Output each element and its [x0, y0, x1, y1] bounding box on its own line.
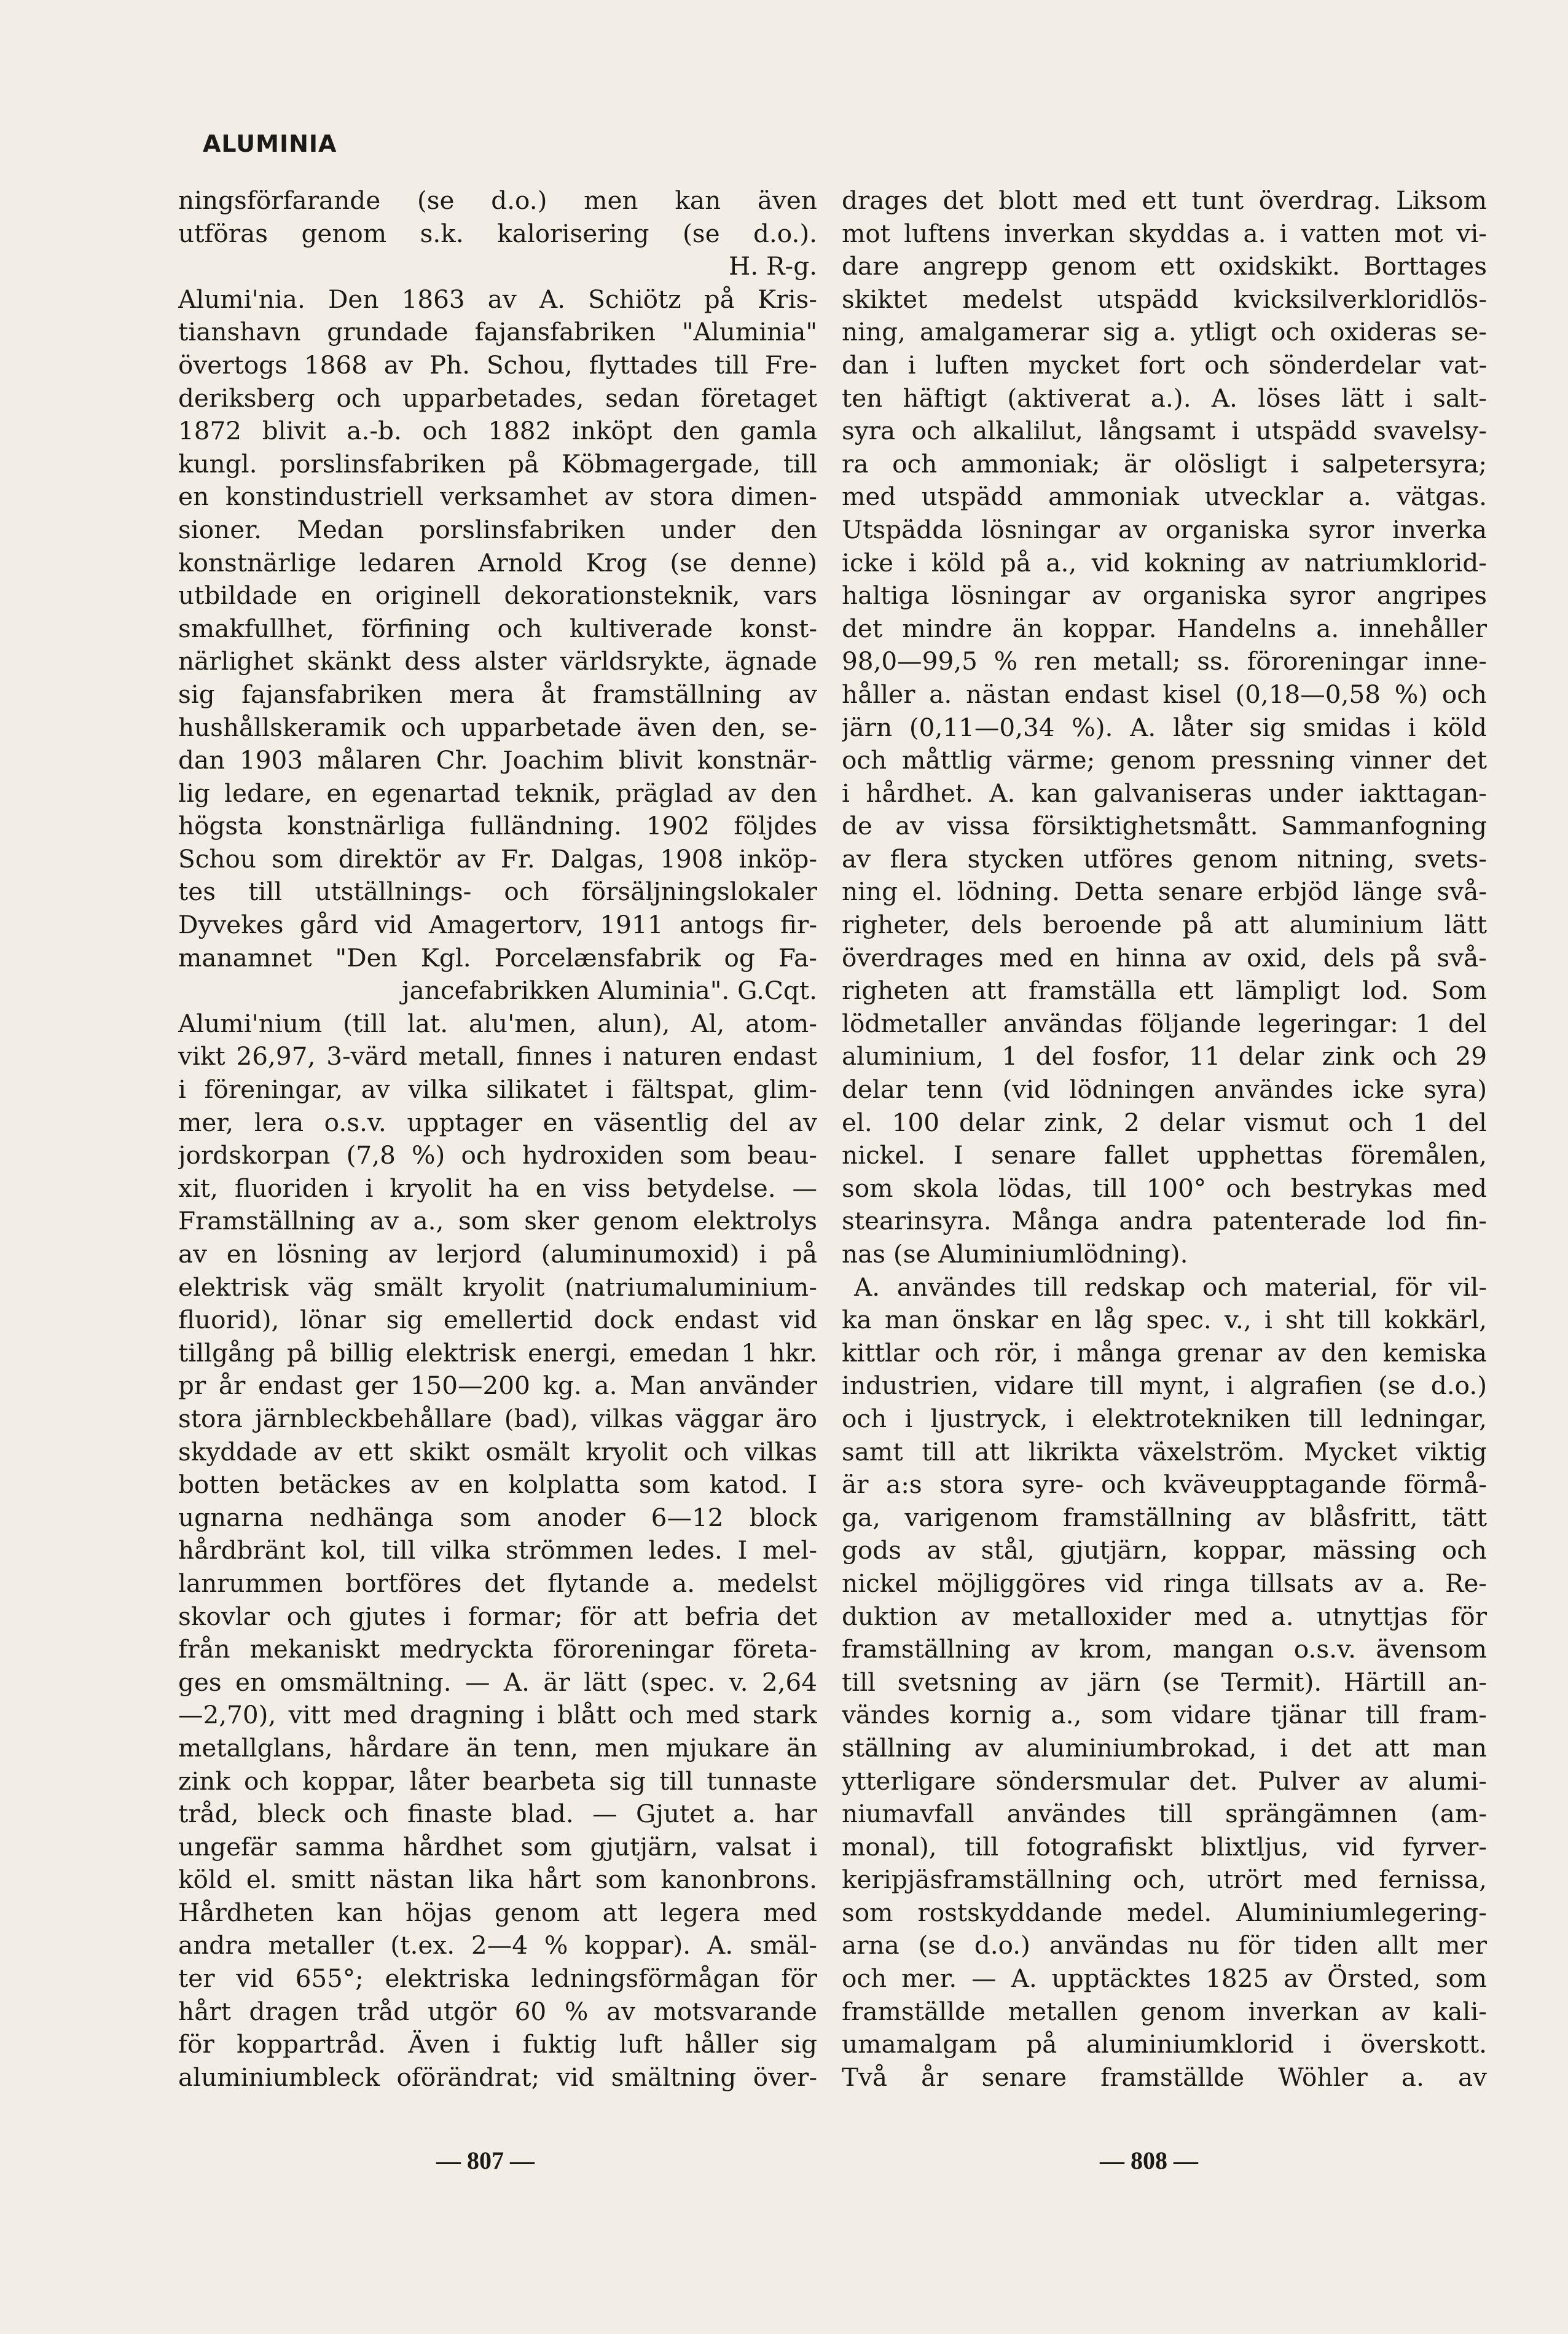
right-column-line: ställning av aluminiumbrokad, i det att man: [842, 1733, 1487, 1763]
right-column-line: icke i köld på a., vid kokning av natriumklorid-: [842, 547, 1487, 578]
right-column-line: Utspädda lösningar av organiska syror inverka: [842, 514, 1487, 544]
page-number-left: — 807 —: [436, 2147, 535, 2174]
left-column-line: vikt 26,97, 3-värd metall, finnes i naturen endast: [178, 1041, 817, 1071]
left-column-line: manamnet "Den Kgl. Porcelænsfabrik og Fa-: [178, 942, 817, 973]
left-column-line: smakfullhet, förfining och kultiverade konst-: [178, 613, 817, 643]
left-column-line: köld el. smitt nästan lika hårt som kanonbrons.: [178, 1865, 817, 1895]
left-column-line: ningsförfarande (se d.o.) men kan även: [178, 186, 817, 215]
left-column-line: ugnarna nedhänga som anoder 6—12 block: [178, 1502, 817, 1532]
left-column-line: zink och koppar, låter bearbeta sig till tunnaste: [178, 1766, 817, 1796]
right-column-line: och i ljustryck, i elektrotekniken till ledningar,: [842, 1403, 1487, 1433]
left-column-line: ungefär samma hårdhet som gjutjärn, valsat i: [178, 1831, 817, 1862]
left-column-line: tråd, bleck och finaste blad. — Gjutet a. har: [178, 1799, 817, 1829]
left-column-line: skyddade av ett skikt osmält kryolit och vilkas: [178, 1436, 817, 1467]
left-column-line: Dyvekes gård vid Amagertorv, 1911 antogs fir-: [178, 910, 817, 940]
left-column-line: för koppartråd. Även i fuktig luft håller sig: [178, 2029, 817, 2059]
left-column-line: metallglans, hårdare än tenn, men mjukare än: [178, 1733, 817, 1763]
left-column-line: hushållskeramik och upparbetade även den, se-: [178, 712, 817, 742]
right-column-line: det mindre än koppar. Handelns a. innehåller: [842, 613, 1487, 643]
right-column-line: stearinsyra. Många andra patenterade lod fin-: [842, 1206, 1487, 1236]
right-column-line: och mer. — A. upptäcktes 1825 av Örsted, som: [842, 1964, 1487, 1994]
right-column-line: samt till att likrikta växelström. Mycket viktig: [842, 1436, 1487, 1467]
right-column-line: vändes kornig a., som vidare tjänar till fram-: [842, 1700, 1487, 1730]
left-column-line: tianshavn grundade fajansfabriken "Aluminia": [178, 317, 817, 347]
left-column-line: Hårdheten kan höjas genom att legera med: [178, 1897, 817, 1927]
right-column-line: ning el. lödning. Detta senare erbjöd länge svå-: [842, 877, 1487, 907]
left-column-line: sioner. Medan porslinsfabriken under den: [178, 514, 817, 544]
left-column-line: i föreningar, av vilka silikatet i fältspat, glim-: [178, 1075, 817, 1105]
left-column-line: ges en omsmältning. — A. är lätt (spec. v. 2,64: [178, 1667, 817, 1697]
right-column-line: kittlar och rör, i många grenar av den kemiska: [842, 1337, 1487, 1368]
right-column-line: syra och alkalilut, långsamt i utspädd svavelsy-: [842, 416, 1487, 446]
left-column-line: elektrisk väg smält kryolit (natriumaluminium-: [178, 1272, 817, 1302]
left-column-line: lanrummen bortföres det flytande a. medelst: [178, 1568, 817, 1598]
left-column-line: dan 1903 målaren Chr. Joachim blivit konstnär-: [178, 745, 817, 775]
right-column-line: niumavfall användes till sprängämnen (am-: [842, 1799, 1487, 1829]
right-column-line: ytterligare söndersmular det. Pulver av alumi-: [842, 1766, 1487, 1796]
left-column-line: 1872 blivit a.-b. och 1882 inköpt den gamla: [178, 416, 817, 446]
right-column-line: de av vissa försiktighetsmått. Sammanfogning: [842, 811, 1487, 841]
left-column-line: närlighet skänkt dess alster världsrykte, ägnade: [178, 646, 817, 676]
right-column-line: gods av stål, gjutjärn, koppar, mässing och: [842, 1535, 1487, 1565]
right-column-line: ga, varigenom framställning av blåsfritt, tätt: [842, 1502, 1487, 1532]
right-column-line: i hårdhet. A. kan galvaniseras under iakttagan-: [842, 778, 1487, 808]
right-column-line: järn (0,11—0,34 %). A. låter sig smidas i köld: [842, 712, 1487, 742]
right-column-line: ten häftigt (aktiverat a.). A. löses lätt i salt-: [842, 383, 1487, 413]
left-column-line: utbildade en originell dekorationsteknik, vars: [178, 581, 817, 611]
left-column-line: —2,70), vitt med dragning i blått och med stark: [178, 1700, 817, 1730]
right-column-line: el. 100 delar zink, 2 delar vismut och 1 del: [842, 1107, 1487, 1137]
left-column-line: aluminiumbleck oförändrat; vid smältning över-: [178, 2062, 817, 2092]
right-column-line: aluminium, 1 del fosfor, 11 delar zink och 29: [842, 1041, 1487, 1071]
right-column-line: dan i luften mycket fort och sönderdelar vat-: [842, 350, 1487, 380]
left-column-line: utföras genom s.k. kalorisering (se d.o.).: [178, 218, 817, 248]
left-column-line: fluorid), lönar sig emellertid dock endast vid: [178, 1305, 817, 1335]
right-column-line: righeten att framställa ett lämpligt lod. Som: [842, 976, 1487, 1006]
left-column-line: hårt dragen tråd utgör 60 % av motsvarande: [178, 1996, 817, 2026]
right-column-line: är a:s stora syre- och kväveupptagande förmå-: [842, 1470, 1487, 1500]
right-column-line: som rostskyddande medel. Aluminiumlegering-: [842, 1897, 1487, 1927]
right-column-line: dare angrepp genom ett oxidskikt. Borttages: [842, 251, 1487, 281]
left-column-line: Schou som direktör av Fr. Dalgas, 1908 inköp-: [178, 844, 817, 874]
left-column-line: Alumi'nia. Den 1863 av A. Schiötz på Kris-: [178, 284, 817, 314]
right-column-line: lödmetaller användas följande legeringar: 1 del: [842, 1008, 1487, 1038]
right-column-line: nickel möjliggöres vid ringa tillsats av a. Re-: [842, 1568, 1487, 1598]
right-column-line: och måttlig värme; genom pressning vinner det: [842, 745, 1487, 775]
right-column-line: arna (se d.o.) användas nu för tiden allt mer: [842, 1930, 1487, 1960]
left-column-line: lig ledare, en egenartad teknik, präglad av den: [178, 778, 817, 808]
right-column-line: som skola lödas, till 100° och bestrykas med: [842, 1173, 1487, 1203]
right-column-line: skiktet medelst utspädd kvicksilverkloridlös-: [842, 284, 1487, 314]
left-column-line: stora järnbleckbehållare (bad), vilkas väggar äro: [178, 1403, 817, 1433]
left-column-line: skovlar och gjutes i formar; för att befria det: [178, 1601, 817, 1631]
left-column-line: botten betäckes av en kolplatta som katod. I: [178, 1470, 817, 1500]
right-column-line: ning, amalgamerar sig a. ytligt och oxideras se-: [842, 317, 1487, 347]
right-column-line: håller a. nästan endast kisel (0,18—0,58 %) och: [842, 679, 1487, 709]
left-column: [178, 184, 817, 2094]
right-column-line: till svetsning av järn (se Termit). Härtill an-: [842, 1667, 1487, 1697]
right-column-line: överdrages med en hinna av oxid, dels på svå-: [842, 942, 1487, 973]
left-column-line: Framställning av a., som sker genom elektrolys: [178, 1206, 817, 1236]
right-column-line: med utspädd ammoniak utvecklar a. vätgas.: [842, 482, 1487, 512]
left-column-line: sig fajansfabriken mera åt framställning av: [178, 679, 817, 709]
left-column-line: xit, fluoriden i kryolit ha en viss betydelse. —: [178, 1173, 817, 1203]
left-column-line: tes till utställnings- och försäljningslokaler: [178, 877, 817, 907]
right-column-line: av flera stycken utföres genom nitning, svets-: [842, 844, 1487, 874]
right-column-line: drages det blott med ett tunt överdrag. Liksom: [842, 186, 1487, 215]
right-column-line: 98,0—99,5 % ren metall; ss. föroreningar inne-: [842, 646, 1487, 676]
left-column-line: ter vid 655°; elektriska ledningsförmågan för: [178, 1964, 817, 1994]
right-column-line: A. användes till redskap och material, för vil-: [854, 1272, 1487, 1302]
right-column-line: keripjäsframställning och, utrört med fernissa,: [842, 1865, 1487, 1895]
right-column-line: Två år senare framställde Wöhler a. av: [842, 2062, 1487, 2092]
left-column-line: jancefabrikken Aluminia". G.Cqt.: [402, 976, 817, 1006]
page-number-right: — 808 —: [1100, 2147, 1198, 2174]
right-column-line: duktion av metalloxider med a. utnyttjas för: [842, 1601, 1487, 1631]
right-column-line: delar tenn (vid lödningen användes icke syra): [842, 1075, 1487, 1105]
right-column-line: ka man önskar en låg spec. v., i sht till kokkärl,: [842, 1305, 1487, 1335]
right-column-line: framställde metallen genom inverkan av kali-: [842, 1996, 1487, 2026]
right-column-line: monal), till fotografiskt blixtljus, vid fyrver-: [842, 1831, 1487, 1862]
running-head: ALUMINIA: [203, 130, 337, 157]
right-column-line: mot luftens inverkan skyddas a. i vatten mot vi-: [842, 218, 1487, 248]
right-column-line: ra och ammoniak; är olösligt i salpetersyra;: [842, 448, 1487, 479]
left-column-line: av en lösning av lerjord (aluminumoxid) i på: [178, 1239, 817, 1269]
left-column-line: från mekaniskt medryckta föroreningar företa-: [178, 1634, 817, 1664]
left-column-line: deriksberg och upparbetades, sedan företaget: [178, 383, 817, 413]
left-column-line: konstnärlige ledaren Arnold Krog (se denne): [178, 547, 817, 578]
left-column-line: pr år endast ger 150—200 kg. a. Man använder: [178, 1371, 817, 1401]
left-column-line: mer, lera o.s.v. upptager en väsentlig del av: [178, 1107, 817, 1137]
left-column-line: hårdbränt kol, till vilka strömmen ledes. I mel-: [178, 1535, 817, 1565]
left-column-line: en konstindustriell verksamhet av stora dimen-: [178, 482, 817, 512]
right-column-line: haltiga lösningar av organiska syror angripes: [842, 581, 1487, 611]
left-column-line: H. R-g.: [728, 251, 817, 281]
left-column-line: andra metaller (t.ex. 2—4 % koppar). A. smäl-: [178, 1930, 817, 1960]
left-column-line: kungl. porslinsfabriken på Köbmagergade, till: [178, 448, 817, 479]
right-column-line: righeter, dels beroende på att aluminium lätt: [842, 910, 1487, 940]
right-column-line: nickel. I senare fallet upphettas föremålen,: [842, 1140, 1487, 1170]
left-column-line: Alumi'nium (till lat. alu'men, alun), Al, atom-: [178, 1008, 817, 1038]
left-column-line: högsta konstnärliga fulländning. 1902 följdes: [178, 811, 817, 841]
right-column-line: nas (se Aluminiumlödning).: [842, 1239, 1188, 1269]
right-column-line: framställning av krom, mangan o.s.v. ävensom: [842, 1634, 1487, 1664]
left-column-line: tillgång på billig elektrisk energi, emedan 1 hkr.: [178, 1337, 817, 1368]
left-column-line: jordskorpan (7,8 %) och hydroxiden som beau-: [178, 1140, 817, 1170]
right-column-line: industrien, vidare till mynt, i algrafien (se d.o.): [842, 1371, 1487, 1401]
right-column: [842, 184, 1487, 2094]
left-column-line: övertogs 1868 av Ph. Schou, flyttades till Fre-: [178, 350, 817, 380]
right-column-line: umamalgam på aluminiumklorid i överskott.: [842, 2029, 1487, 2059]
